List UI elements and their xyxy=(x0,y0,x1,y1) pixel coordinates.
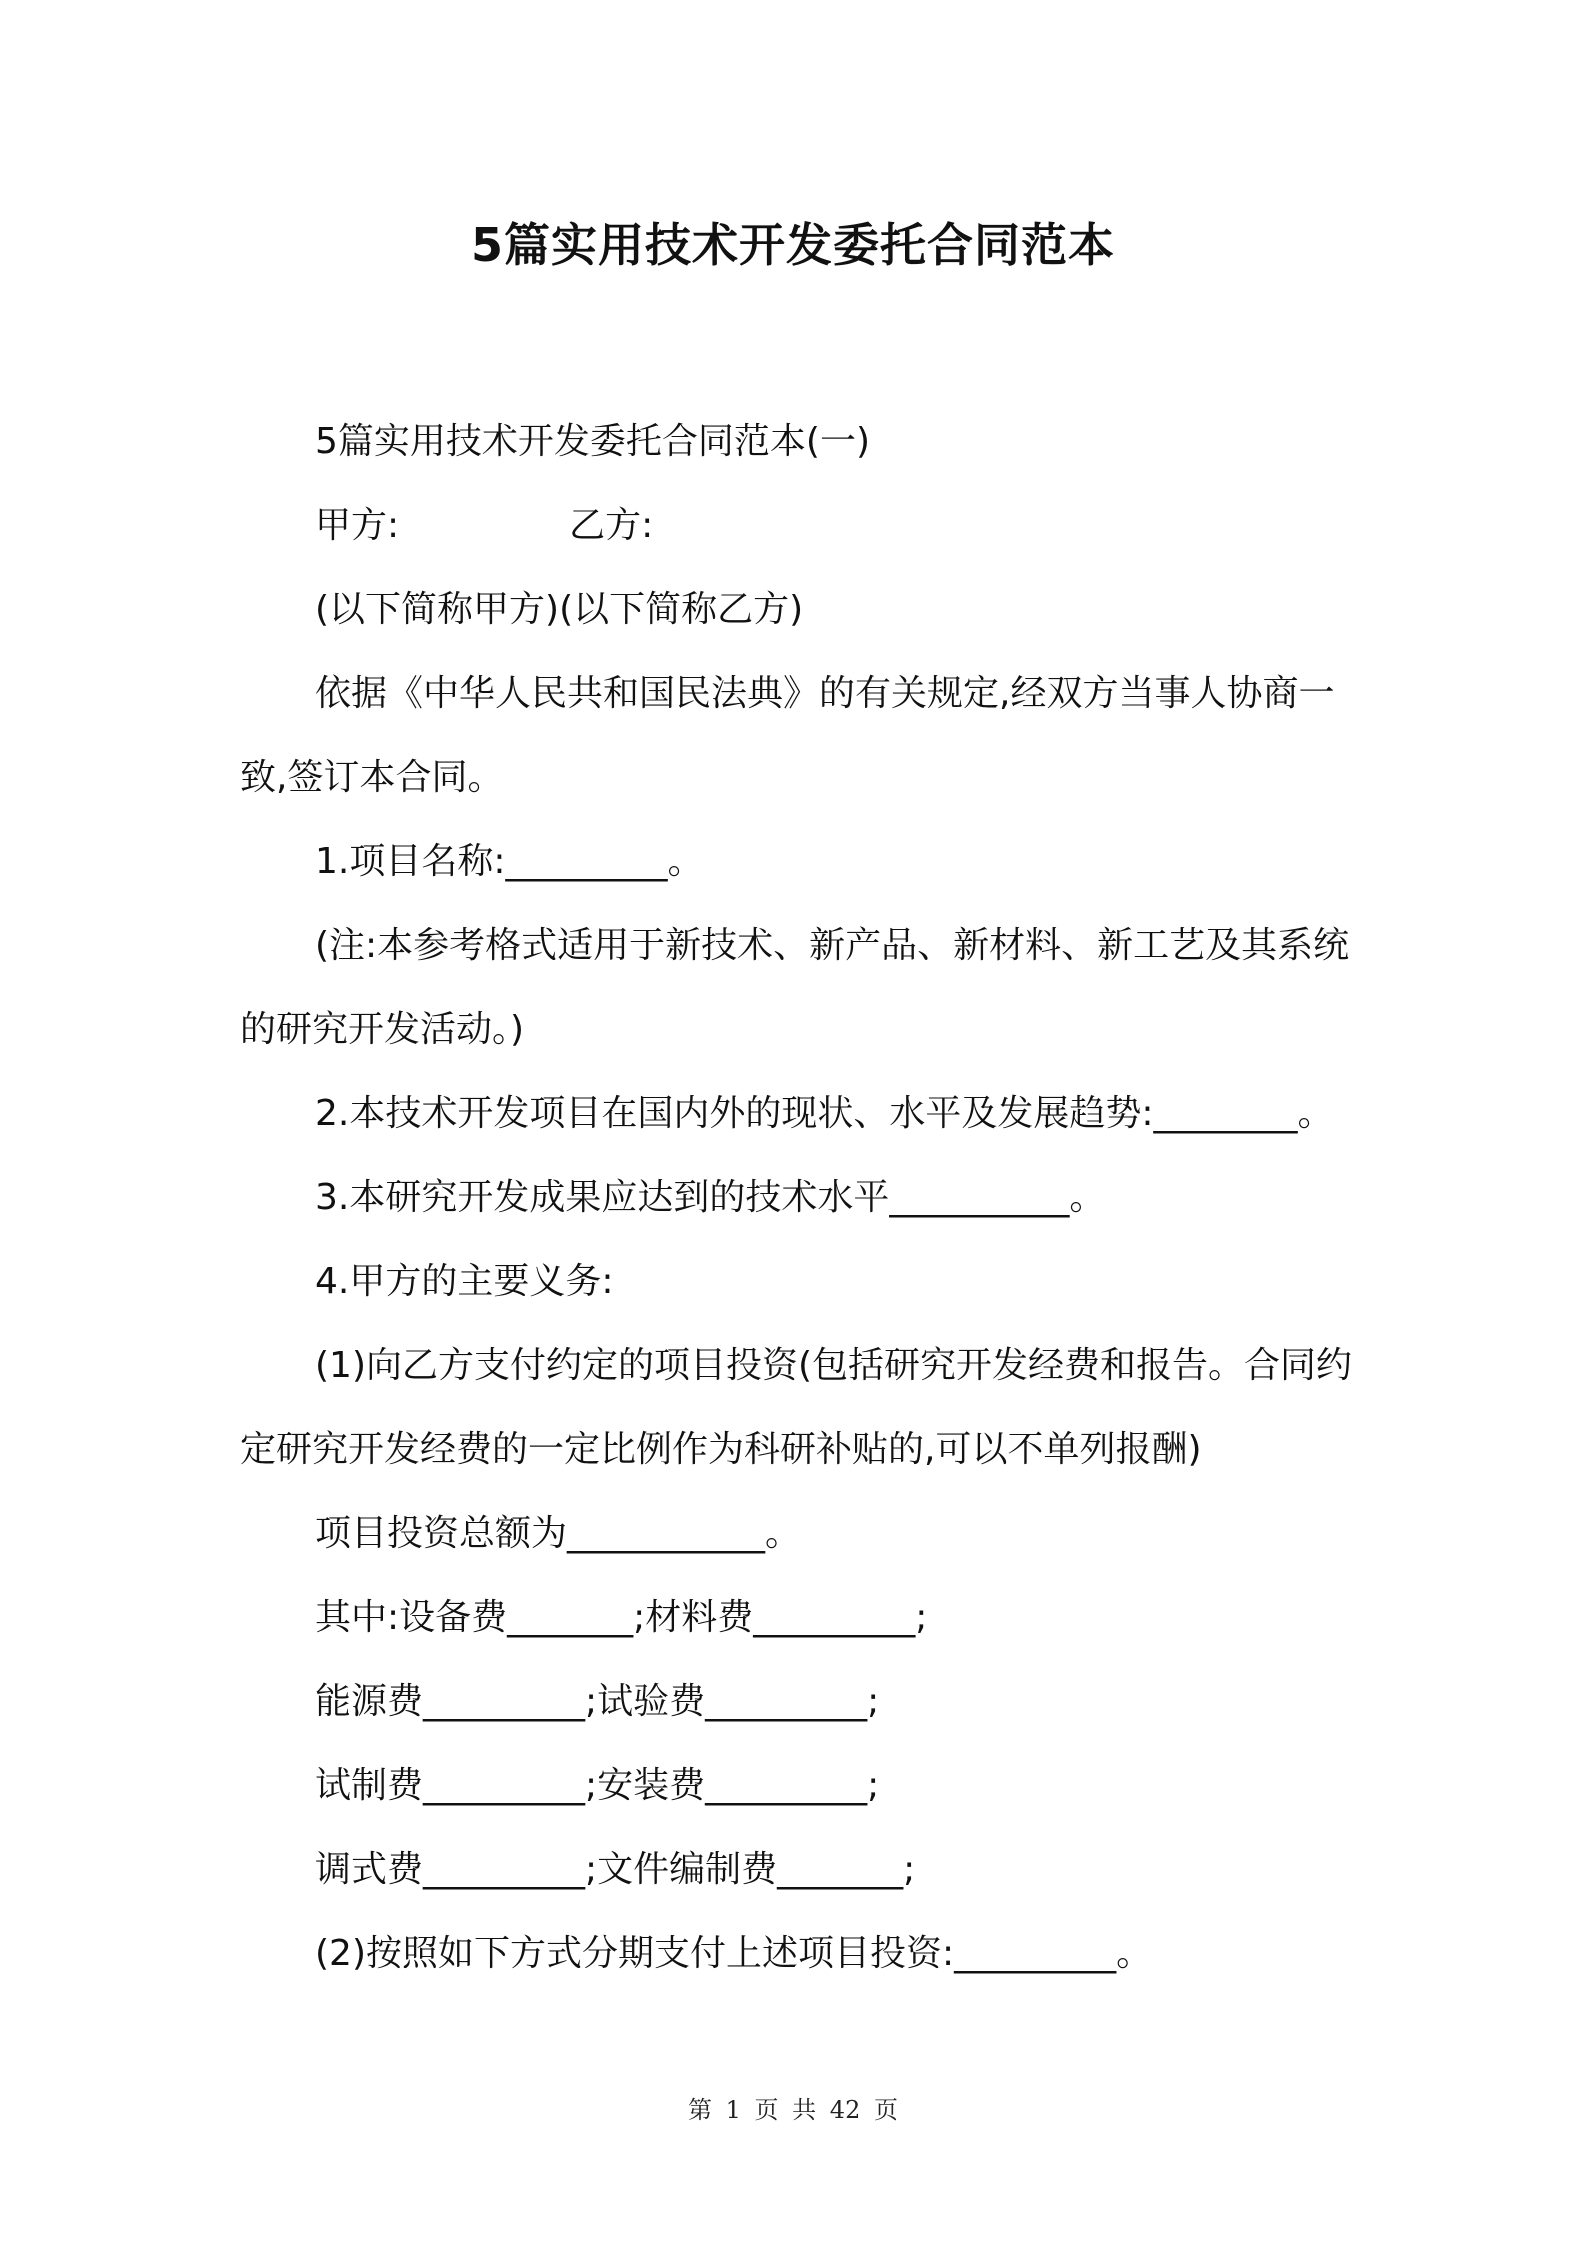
page-number-footer: 第 1 页 共 42 页 xyxy=(688,2096,898,2124)
clause-technical-level: 3.本研究开发成果应达到的技术水平__________。 xyxy=(315,1177,1106,1218)
clause-payment-investment: (1)向乙方支付约定的项目投资(包括研究开发经费和报告。合同约定研究开发经费的一定比例作为科研补贴的,可以不单列报酬) xyxy=(240,1345,1353,1470)
section-heading: 5篇实用技术开发委托合同范本(一) xyxy=(315,421,870,462)
clause-note: (注:本参考格式适用于新技术、新产品、新材料、新工艺及其系统的研究开发活动。) xyxy=(240,925,1350,1050)
parties-abbreviation: (以下简称甲方)(以下简称乙方) xyxy=(315,589,804,630)
cost-line-equipment-materials: 其中:设备费_______;材料费_________; xyxy=(315,1597,928,1638)
cost-line-trial-installation: 试制费_________;安装费_________; xyxy=(315,1765,880,1806)
document-body xyxy=(240,400,1360,1996)
clause-total-investment: 项目投资总额为___________。 xyxy=(315,1513,802,1554)
cost-line-energy-testing: 能源费_________;试验费_________; xyxy=(315,1681,880,1722)
party-a-label: 甲方: xyxy=(315,505,400,546)
clause-status-trend: 2.本技术开发项目在国内外的现状、水平及发展趋势:________。 xyxy=(315,1093,1334,1134)
party-b-label: 乙方: xyxy=(569,505,654,546)
legal-basis-paragraph: 依据《中华人民共和国民法典》的有关规定,经双方当事人协商一致,签订本合同。 xyxy=(240,673,1335,798)
clause-party-a-obligations: 4.甲方的主要义务: xyxy=(315,1261,614,1302)
document-title: 5篇实用技术开发委托合同范本 xyxy=(470,218,1115,272)
clause-project-name: 1.项目名称:_________。 xyxy=(315,841,704,882)
parties-line xyxy=(240,484,1360,568)
cost-line-debugging-documentation: 调式费_________;文件编制费_______; xyxy=(315,1849,916,1890)
clause-installment-payment: (2)按照如下方式分期支付上述项目投资:_________。 xyxy=(315,1933,1153,1974)
